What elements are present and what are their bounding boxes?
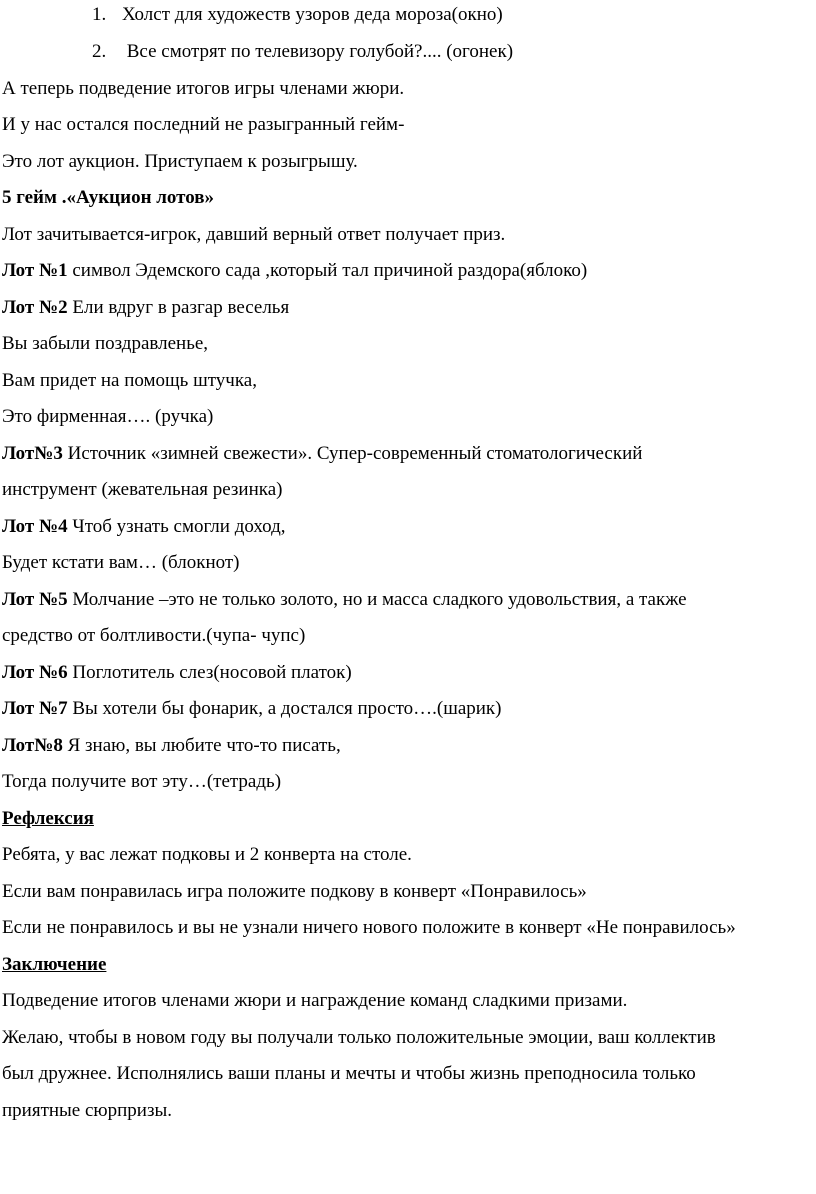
paragraph: Если вам понравилась игра положите подкову в конверт «Понравилось» <box>2 881 587 902</box>
lot-text: Чтоб узнать смогли доход, <box>67 516 286 537</box>
lot-label: Лот №7 <box>2 698 68 719</box>
lot-text: Я знаю, вы любите что-то писать, <box>62 735 341 756</box>
lot-text: Поглотитель слез(носовой платок) <box>67 662 352 683</box>
list-text: Все смотрят по телевизору голубой?.... (огонек) <box>122 41 514 62</box>
lot-text-line: инструмент (жевательная резинка) <box>2 479 283 500</box>
lot-line <box>2 442 642 466</box>
list-number: 2. <box>92 41 107 62</box>
lot-line <box>2 588 687 612</box>
lot-label: Лот №2 <box>2 297 68 318</box>
lot-text: символ Эдемского сада ,который тал причиной раздора(яблоко) <box>67 260 588 281</box>
list-text: Холст для художеств узоров деда мороза(окно) <box>122 4 503 25</box>
lot-text: Ели вдруг в разгар веселья <box>67 297 290 318</box>
lot-line <box>2 296 289 320</box>
paragraph: Ребята, у вас лежат подковы и 2 конверта на столе. <box>2 844 412 865</box>
conclusion-heading: Заключение <box>2 954 107 975</box>
paragraph: А теперь подведение итогов игры членами жюри. <box>2 78 405 99</box>
lot-line <box>2 697 502 721</box>
paragraph: Лот зачитывается-игрок, давший верный ответ получает приз. <box>2 224 506 245</box>
lot-text: Источник «зимней свежести». Супер-современный стоматологический <box>62 443 643 464</box>
paragraph: был дружнее. Исполнялись ваши планы и мечты и чтобы жизнь преподносила только <box>2 1063 696 1084</box>
lot-text: Вы хотели бы фонарик, а достался просто….(шарик) <box>67 698 502 719</box>
lot-line <box>2 734 341 758</box>
lot-label: Лот№8 <box>2 735 63 756</box>
game-heading: 5 гейм .«Аукцион лотов» <box>2 187 215 208</box>
lot-label: Лот №6 <box>2 662 68 683</box>
list-item <box>92 3 503 27</box>
lot-text-line: Вам придет на помощь штучка, <box>2 370 257 391</box>
list-number: 1. <box>92 4 107 25</box>
paragraph: Подведение итогов членами жюри и награждение команд сладкими призами. <box>2 990 628 1011</box>
paragraph: Желаю, чтобы в новом году вы получали только положительные эмоции, ваш коллектив <box>2 1027 716 1048</box>
lot-label: Лот №4 <box>2 516 68 537</box>
paragraph: Если не понравилось и вы не узнали ничего нового положите в конверт «Не понравилось» <box>2 917 736 938</box>
lot-label: Лот №1 <box>2 260 68 281</box>
paragraph: приятные сюрпризы. <box>2 1100 172 1121</box>
lot-text-line: Это фирменная…. (ручка) <box>2 406 214 427</box>
lot-label: Лот№3 <box>2 443 63 464</box>
reflection-heading: Рефлексия <box>2 808 94 829</box>
lot-line <box>2 515 286 539</box>
lot-text-line: Тогда получите вот эту…(тетрадь) <box>2 771 282 792</box>
paragraph: Это лот аукцион. Приступаем к розыгрышу. <box>2 151 358 172</box>
lot-line <box>2 661 352 685</box>
lot-text: Молчание –это не только золото, но и масса сладкого удовольствия, а также <box>67 589 687 610</box>
paragraph: И у нас остался последний не разыгранный гейм- <box>2 114 405 135</box>
list-item <box>92 40 513 64</box>
lot-line <box>2 259 587 283</box>
lot-text-line: Вы забыли поздравленье, <box>2 333 209 354</box>
lot-label: Лот №5 <box>2 589 68 610</box>
lot-text-line: средство от болтливости.(чупа- чупс) <box>2 625 306 646</box>
lot-text-line: Будет кстати вам… (блокнот) <box>2 552 240 573</box>
